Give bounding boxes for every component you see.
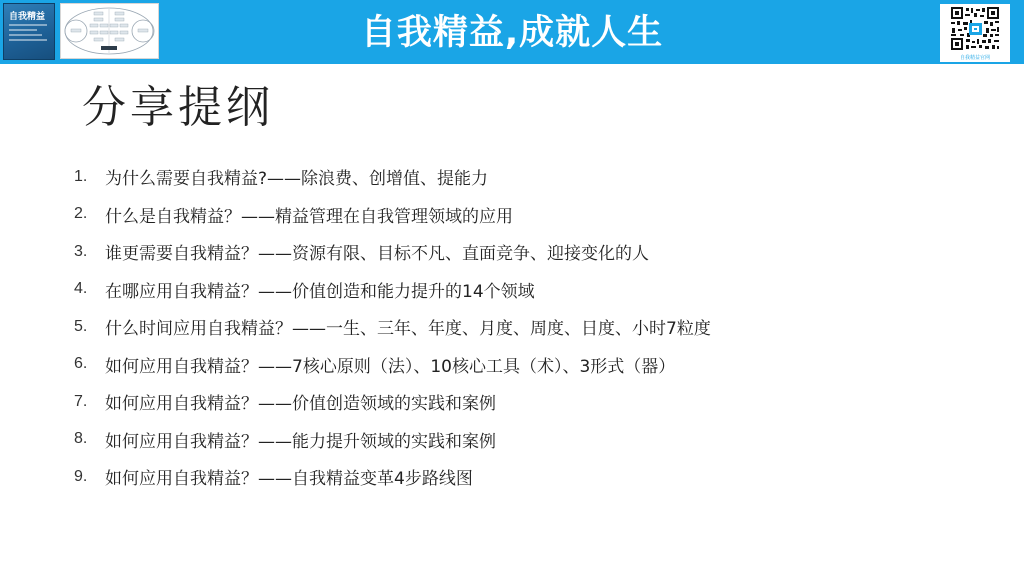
list-item-text: 什么是自我精益？——精益管理在自我管理领域的应用 xyxy=(105,206,513,227)
list-item-number: 2. xyxy=(74,205,88,223)
list-item-text: 在哪应用自我精益？——价值创造和能力提升的14个领域 xyxy=(105,281,535,302)
list-item-number: 3. xyxy=(74,242,88,260)
qr-caption: 自我精益官网 xyxy=(959,55,990,61)
list-item-text: 谁更需要自我精益？——资源有限、目标不凡、直面竞争、迎接变化的人 xyxy=(105,244,649,265)
list-item-text: 为什么需要自我精益?——除浪费、创增值、提能力 xyxy=(105,169,489,190)
list-item-text: 什么时间应用自我精益？——一生、三年、年度、月度、周度、日度、小时7粒度 xyxy=(105,319,711,340)
list-item-text: 如何应用自我精益？——7核心原则（法）、10核心工具（术）、3形式（器） xyxy=(105,356,676,377)
list-item xyxy=(74,308,711,346)
list-item-number: 9. xyxy=(74,467,88,485)
list-item xyxy=(74,458,711,496)
outline-list xyxy=(74,158,711,496)
list-item xyxy=(74,196,711,234)
book-cover-title: 自我精益 xyxy=(9,12,46,22)
list-item xyxy=(74,421,711,459)
list-item-number: 6. xyxy=(74,355,88,373)
list-item-text: 如何应用自我精益？——价值创造领域的实践和案例 xyxy=(105,394,496,415)
list-item-number: 8. xyxy=(74,430,88,448)
header-title: 自我精益,成就人生 xyxy=(360,13,664,53)
qr-code-image xyxy=(940,4,1010,62)
page-title: 分享提纲 xyxy=(82,82,274,133)
list-item-number: 4. xyxy=(74,280,88,298)
list-item-number: 5. xyxy=(74,317,88,335)
list-item xyxy=(74,233,711,271)
list-item xyxy=(74,271,711,309)
list-item xyxy=(74,383,711,421)
list-item xyxy=(74,158,711,196)
list-item xyxy=(74,346,711,384)
list-item-text: 如何应用自我精益？——能力提升领域的实践和案例 xyxy=(105,431,496,452)
list-item-number: 1. xyxy=(74,167,88,185)
qr-code-graphic xyxy=(940,4,1010,54)
list-item-text: 如何应用自我精益？——自我精益变革4步路线图 xyxy=(105,469,473,490)
list-item-number: 7. xyxy=(74,392,88,410)
